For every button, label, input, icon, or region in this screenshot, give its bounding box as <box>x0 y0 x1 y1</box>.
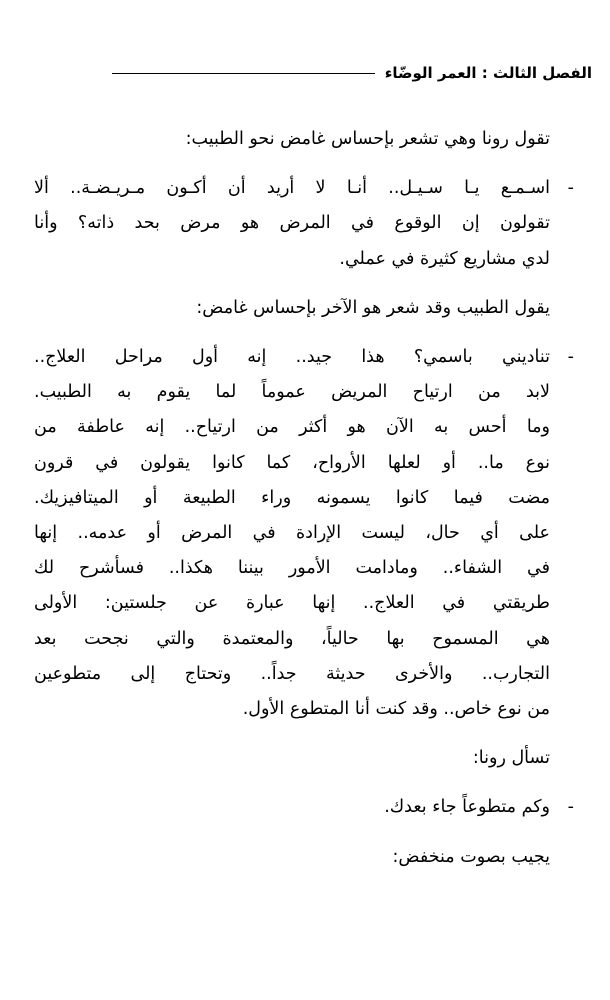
text-line: تقولون إن الوقوع في المرض هو مرض بحد ذاته؟ وأنا <box>34 213 550 234</box>
text-line: يقول الطبيب وقد شعر هو الآخر بإحساس غامض: <box>196 297 550 318</box>
dialogue-paragraph <box>34 790 574 825</box>
narration-paragraph <box>34 122 574 157</box>
text-line: طريقتي في العلاج.. إنها عبارة عن جلستين: الأولى <box>34 593 550 614</box>
dialogue-paragraph <box>34 340 574 727</box>
chapter-title: الفصل الثالث : العمر الوضّاء <box>384 64 592 82</box>
text-line: هي المسموح بها حالياً، والمعتمدة والتي نجحت بعد <box>34 628 550 649</box>
header-rule <box>112 73 375 74</box>
text-line: تقول رونا وهي تشعر بإحساس غامض نحو الطبيب: <box>185 129 550 149</box>
text-line: يجيب بصوت منخفض: <box>392 846 550 867</box>
text-line: لابد من ارتياح المريض عموماً لما يقوم به الطبيب. <box>34 382 550 403</box>
dialogue-dash: - <box>567 347 574 368</box>
text-line: اسـمـع يـا سـيـل.. أنـا لا أريد أن أكـون مـريـضـة.. ألا <box>34 178 550 199</box>
text-line: لدي مشاريع كثيرة في عملي. <box>339 248 550 269</box>
running-header <box>112 58 592 88</box>
text-line: مضت فيما كانوا يسمونه وراء الطبيعة أو الميتافيزيك. <box>34 487 550 508</box>
dialogue-dash: - <box>567 797 574 818</box>
text-line: على أي حال، ليست الإرادة في المرض أو عدمه.. إنها <box>34 523 550 544</box>
text-line: وما أحس به الآن هو أكثر من ارتياح.. إنه عاطفة من <box>34 417 550 438</box>
text-line: التجارب.. والأخرى حديثة جداً.. وتحتاج إلى متطوعين <box>34 663 550 684</box>
narration-paragraph <box>34 291 574 326</box>
narration-paragraph <box>34 741 574 776</box>
text-line: من نوع خاص.. وقد كنت أنا المتطوع الأول. <box>242 699 550 720</box>
text-line: تسأل رونا: <box>472 748 550 769</box>
text-line: تناديني باسمي؟ هذا جيد.. إنه أول مراحل العلاج.. <box>34 347 550 368</box>
text-line: في الشفاء.. ومادامت الأمور بيننا هكذا.. فسأشرح لك <box>34 558 550 579</box>
text-line: نوع ما.. أو لعلها الأرواح، كما كانوا يقولون في قرون <box>34 452 550 473</box>
dialogue-paragraph <box>34 171 574 277</box>
text-line: وكم متطوعاً جاء بعدك. <box>384 797 550 818</box>
page-body <box>34 122 574 889</box>
narration-paragraph <box>34 840 574 875</box>
dialogue-dash: - <box>567 178 574 199</box>
